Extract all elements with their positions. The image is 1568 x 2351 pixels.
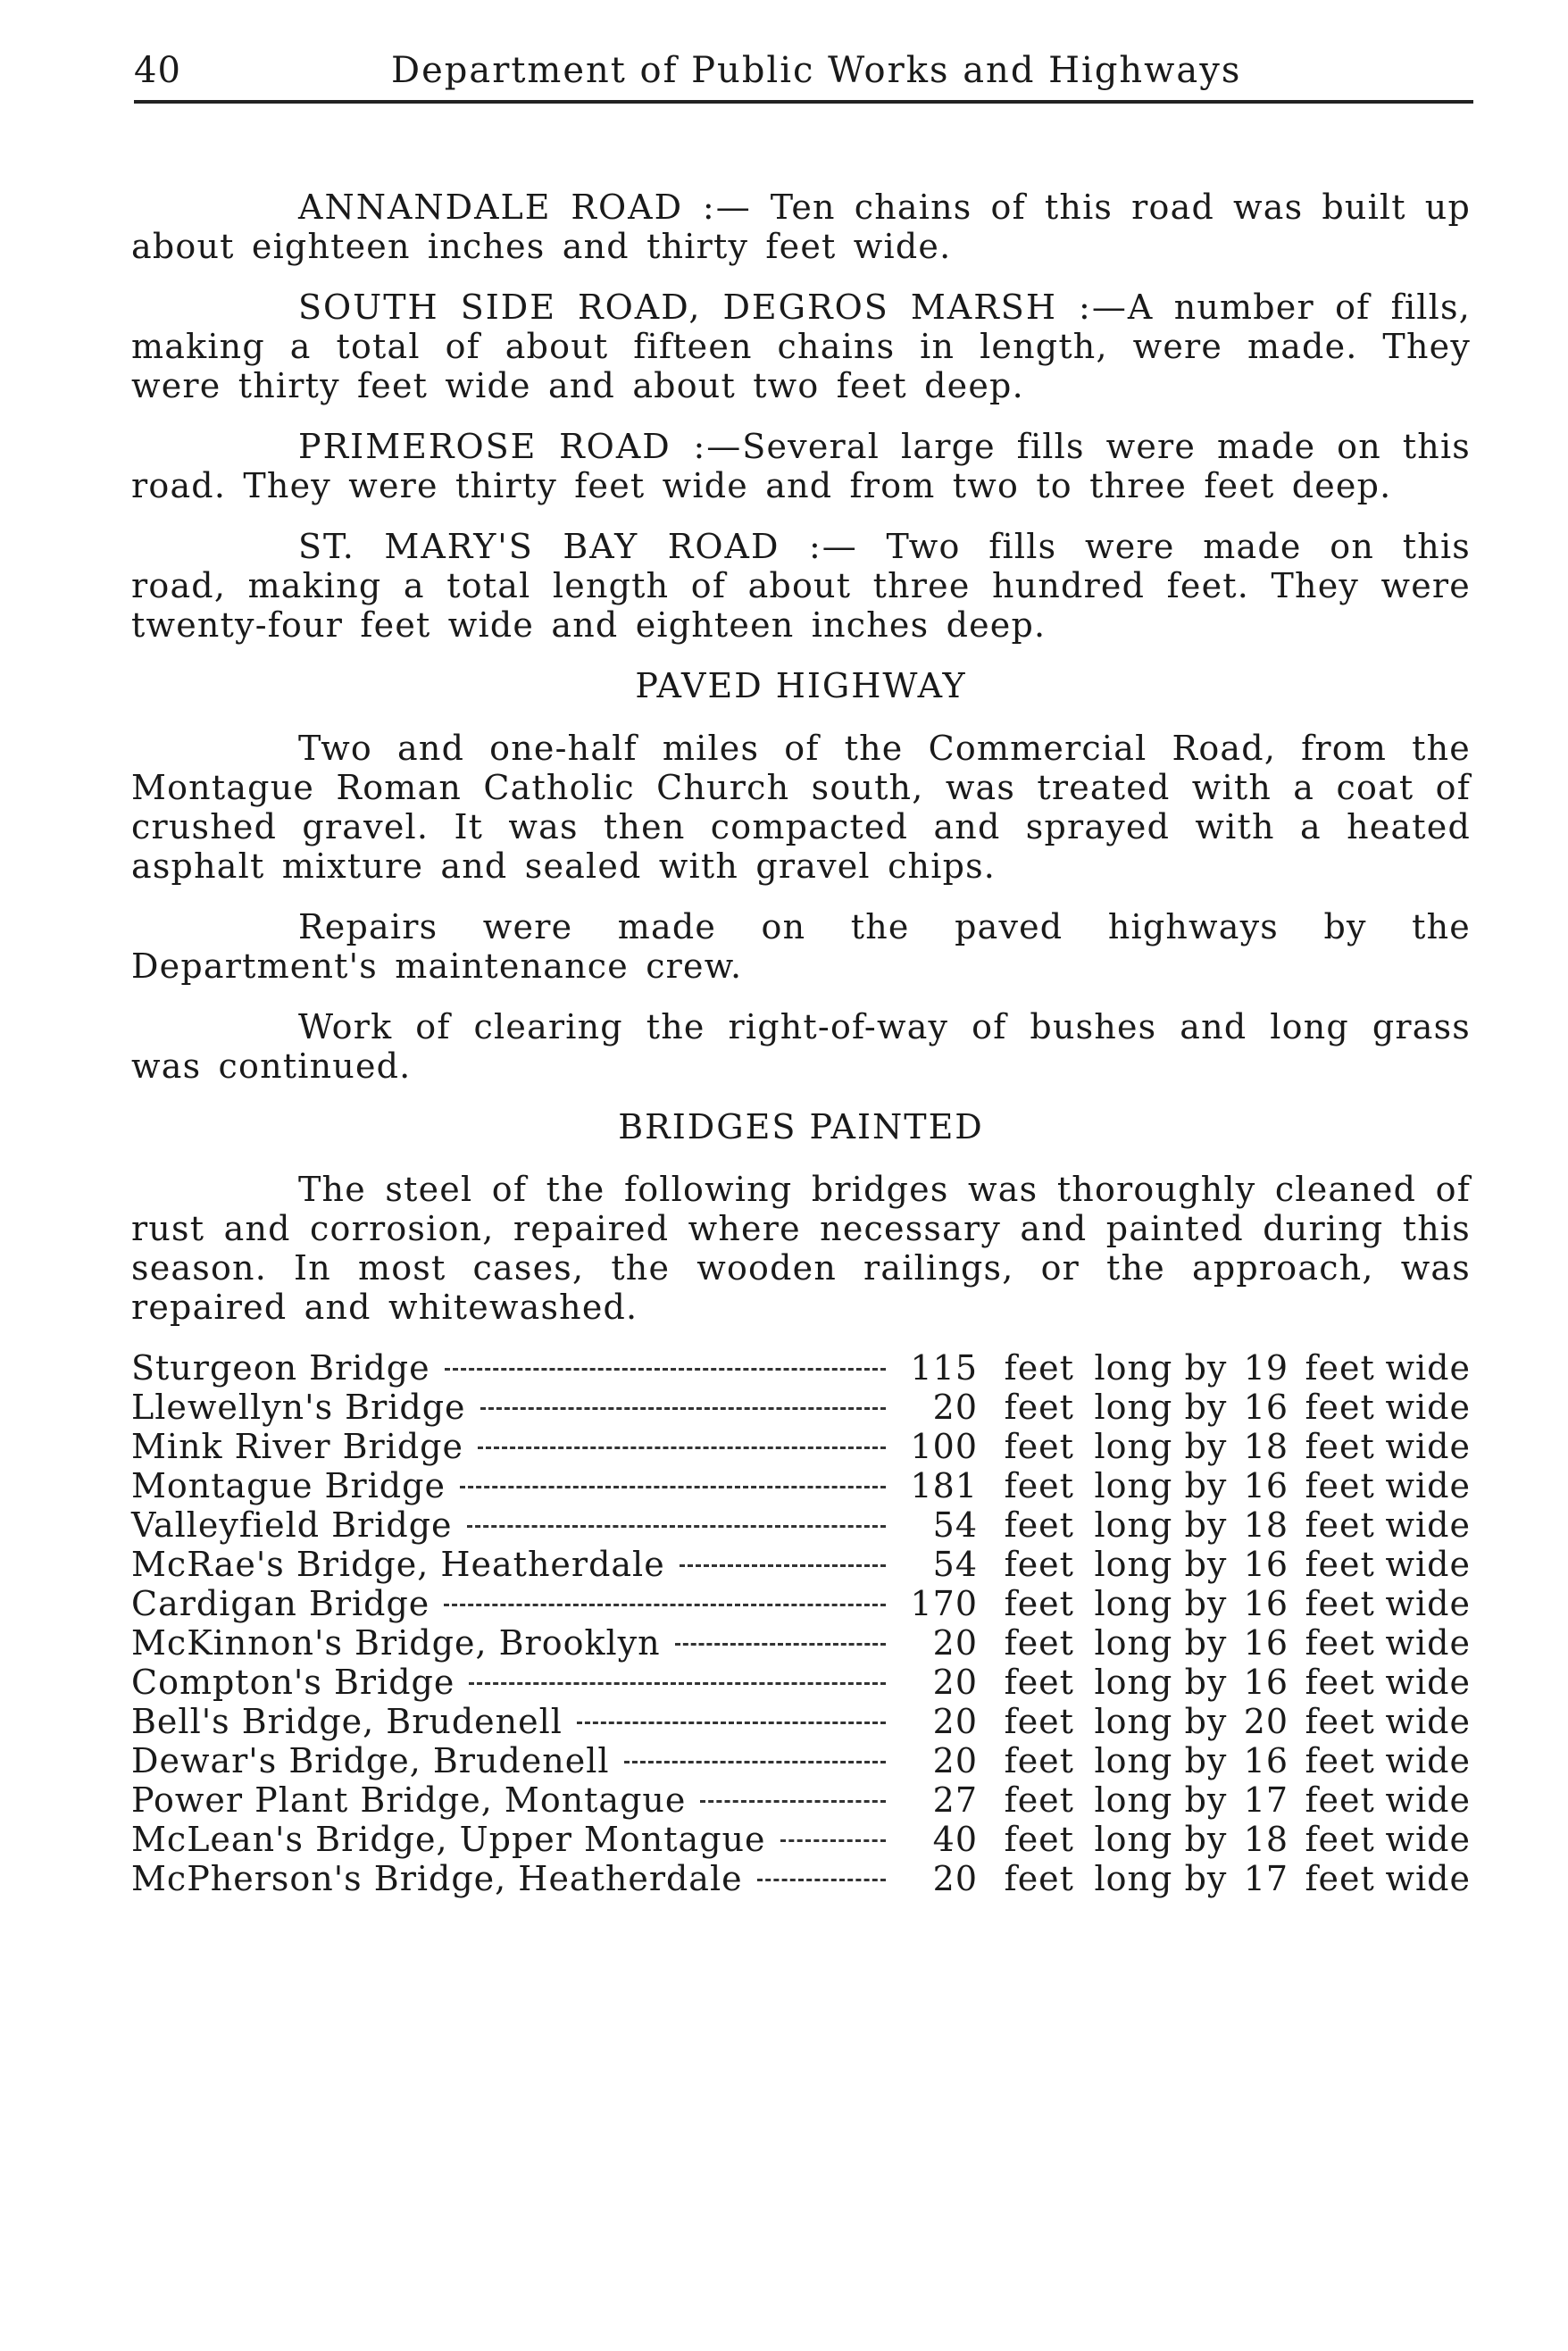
running-title: Department of Public Works and Highways [391, 50, 1242, 91]
bridge-by-word: by [1184, 1584, 1228, 1623]
bridge-name-cell [131, 1545, 898, 1584]
road-paragraph-st-marys [131, 527, 1471, 645]
bridge-by-word: by [1184, 1348, 1228, 1388]
bridge-name: Montague Bridge [131, 1466, 446, 1505]
bridge-length-word: long [1094, 1741, 1173, 1780]
bridge-width-unit: feet [1305, 1780, 1375, 1820]
bridge-name-wrap [131, 1702, 886, 1741]
road-heading: SOUTH SIDE ROAD, DEGROS MARSH :— [298, 288, 1128, 327]
bridge-name-wrap [131, 1663, 886, 1702]
bridge-width-word: wide [1385, 1623, 1471, 1663]
paved-paragraph: Two and one-half miles of the Commercial Road, from the Montague Roman Catholic Church south, was treated with a coat of crushed gravel. It was then compacted and sprayed with a heated asphalt mixture and sealed with gravel chips. [131, 729, 1471, 886]
bridge-name: Llewellyn's Bridge [131, 1388, 466, 1427]
bridge-length: 20 [932, 1702, 979, 1741]
dot-leader [680, 1564, 886, 1567]
bridge-width: 19 [1243, 1348, 1289, 1388]
bridge-name-wrap [131, 1348, 886, 1388]
bridge-name-wrap [131, 1427, 886, 1466]
bridge-length-word: long [1094, 1427, 1173, 1466]
bridge-name-wrap [131, 1623, 886, 1663]
bridge-length-word: long [1094, 1388, 1173, 1427]
bridge-width: 18 [1243, 1820, 1289, 1859]
bridge-name: McKinnon's Bridge, Brooklyn [131, 1623, 661, 1663]
dot-leader [780, 1839, 887, 1842]
bridge-length-word: long [1094, 1859, 1173, 1898]
bridge-length-unit: feet [1004, 1859, 1074, 1898]
dot-leader [467, 1525, 886, 1528]
bridge-length: 181 [910, 1466, 979, 1505]
bridge-length-unit: feet [1004, 1663, 1074, 1702]
header-rule [134, 100, 1473, 104]
bridge-length-word: long [1094, 1545, 1173, 1584]
bridge-width-unit: feet [1305, 1859, 1375, 1898]
road-heading: ANNANDALE ROAD :— [298, 188, 752, 227]
bridge-row [131, 1388, 1471, 1427]
bridge-name-cell [131, 1702, 898, 1741]
dot-leader [700, 1800, 886, 1803]
bridge-length-word: long [1094, 1780, 1173, 1820]
road-paragraph-primerose [131, 427, 1471, 505]
bridge-name: Valleyfield Bridge [131, 1505, 453, 1545]
page-body [131, 188, 1471, 1898]
bridge-name-wrap [131, 1859, 886, 1898]
bridge-length: 27 [932, 1780, 979, 1820]
bridge-name: Power Plant Bridge, Montague [131, 1780, 687, 1820]
bridge-width: 16 [1243, 1545, 1289, 1584]
bridge-width-word: wide [1385, 1741, 1471, 1780]
bridge-row [131, 1505, 1471, 1545]
bridge-name-cell [131, 1584, 898, 1623]
bridge-length: 170 [910, 1584, 979, 1623]
road-text: Two fills were made on this road, making a total length of about three hundred feet. They were twenty-four feet wide and eighteen inches deep. [131, 527, 1471, 645]
bridge-name-wrap [131, 1466, 886, 1505]
bridge-by-word: by [1184, 1741, 1228, 1780]
bridge-name-wrap [131, 1741, 886, 1780]
page-number: 40 [134, 50, 181, 91]
bridge-row [131, 1859, 1471, 1898]
bridge-length: 54 [932, 1545, 979, 1584]
bridge-length-word: long [1094, 1663, 1173, 1702]
bridge-name-cell [131, 1427, 898, 1466]
bridge-name-wrap [131, 1584, 886, 1623]
bridge-length: 100 [910, 1427, 979, 1466]
bridge-name-cell [131, 1623, 898, 1663]
dot-leader [460, 1486, 886, 1488]
bridge-by-word: by [1184, 1427, 1228, 1466]
bridge-row [131, 1623, 1471, 1663]
bridge-name: McLean's Bridge, Upper Montague [131, 1820, 766, 1859]
bridge-length-word: long [1094, 1623, 1173, 1663]
bridge-name-cell [131, 1348, 898, 1388]
bridge-width-unit: feet [1305, 1584, 1375, 1623]
bridge-row [131, 1663, 1471, 1702]
bridge-width: 20 [1243, 1702, 1289, 1741]
bridge-width-unit: feet [1305, 1545, 1375, 1584]
bridge-by-word: by [1184, 1545, 1228, 1584]
bridge-length-unit: feet [1004, 1741, 1074, 1780]
bridge-width-unit: feet [1305, 1820, 1375, 1859]
bridge-name: Compton's Bridge [131, 1663, 455, 1702]
bridge-row [131, 1741, 1471, 1780]
bridge-by-word: by [1184, 1388, 1228, 1427]
bridge-by-word: by [1184, 1505, 1228, 1545]
bridge-length-word: long [1094, 1584, 1173, 1623]
bridge-length: 20 [932, 1388, 979, 1427]
bridge-name: McRae's Bridge, Heatherdale [131, 1545, 665, 1584]
bridge-by-word: by [1184, 1702, 1228, 1741]
bridge-name-cell [131, 1388, 898, 1427]
bridge-width-word: wide [1385, 1388, 1471, 1427]
dot-leader [480, 1407, 886, 1410]
section-heading-bridges-painted: BRIDGES PAINTED [618, 1107, 984, 1146]
bridge-name-wrap [131, 1780, 886, 1820]
bridge-length: 115 [910, 1348, 979, 1388]
section-heading-paved-highway: PAVED HIGHWAY [635, 666, 967, 705]
bridge-width-word: wide [1385, 1780, 1471, 1820]
page-header [134, 45, 1473, 98]
road-text: A number of fills, making a total of about fifteen chains in length, were made. They were thirty feet wide and about two feet deep. [131, 288, 1471, 405]
bridge-name: Dewar's Bridge, Brudenell [131, 1741, 610, 1780]
dot-leader [577, 1722, 886, 1724]
road-text: Ten chains of this road was built up about eighteen inches and thirty feet wide. [131, 188, 1472, 266]
bridge-name-wrap [131, 1505, 886, 1545]
bridge-width-word: wide [1385, 1545, 1471, 1584]
dot-leader [469, 1682, 886, 1685]
bridge-width-unit: feet [1305, 1702, 1375, 1741]
bridge-width-unit: feet [1305, 1466, 1375, 1505]
bridge-width-word: wide [1385, 1663, 1471, 1702]
bridge-length-word: long [1094, 1820, 1173, 1859]
bridge-by-word: by [1184, 1466, 1228, 1505]
bridge-width: 16 [1243, 1741, 1289, 1780]
bridge-width-unit: feet [1305, 1505, 1375, 1545]
bridge-width: 18 [1243, 1505, 1289, 1545]
bridge-row [131, 1466, 1471, 1505]
bridge-length: 20 [932, 1741, 979, 1780]
bridge-length: 20 [932, 1663, 979, 1702]
bridge-length: 54 [932, 1505, 979, 1545]
bridge-width: 16 [1243, 1663, 1289, 1702]
bridge-width-word: wide [1385, 1702, 1471, 1741]
bridge-by-word: by [1184, 1623, 1228, 1663]
dot-leader [624, 1761, 886, 1763]
bridge-by-word: by [1184, 1859, 1228, 1898]
bridge-length: 40 [932, 1820, 979, 1859]
bridge-width: 16 [1243, 1466, 1289, 1505]
bridge-width-unit: feet [1305, 1348, 1375, 1388]
bridge-length-unit: feet [1004, 1466, 1074, 1505]
bridge-width-unit: feet [1305, 1663, 1375, 1702]
bridge-name-wrap [131, 1820, 886, 1859]
bridge-width-unit: feet [1305, 1427, 1375, 1466]
bridge-name: Mink River Bridge [131, 1427, 463, 1466]
bridge-name-cell [131, 1820, 898, 1859]
bridge-width-word: wide [1385, 1859, 1471, 1898]
bridge-name: Cardigan Bridge [131, 1584, 430, 1623]
road-text: Several large fills were made on this road. They were thirty feet wide and from two to three feet deep. [131, 427, 1471, 505]
bridge-name-wrap [131, 1545, 886, 1584]
bridge-name-cell [131, 1505, 898, 1545]
dot-leader [444, 1604, 886, 1606]
bridge-width: 18 [1243, 1427, 1289, 1466]
bridge-width: 16 [1243, 1623, 1289, 1663]
bridge-length: 20 [932, 1859, 979, 1898]
bridge-row [131, 1348, 1471, 1388]
bridge-length: 20 [932, 1623, 979, 1663]
bridges-table [131, 1348, 1471, 1898]
bridge-by-word: by [1184, 1820, 1228, 1859]
dot-leader [445, 1368, 886, 1371]
bridge-row [131, 1545, 1471, 1584]
bridge-by-word: by [1184, 1663, 1228, 1702]
bridge-length-unit: feet [1004, 1780, 1074, 1820]
bridge-length-unit: feet [1004, 1427, 1074, 1466]
dot-leader [675, 1643, 886, 1646]
bridge-width: 16 [1243, 1388, 1289, 1427]
bridge-row [131, 1780, 1471, 1820]
bridge-length-word: long [1094, 1505, 1173, 1545]
bridge-name-cell [131, 1663, 898, 1702]
bridge-width: 16 [1243, 1584, 1289, 1623]
bridge-length-word: long [1094, 1466, 1173, 1505]
paved-paragraph: Repairs were made on the paved highways by the Department's maintenance crew. [131, 907, 1471, 986]
bridge-length-unit: feet [1004, 1505, 1074, 1545]
road-paragraph-annandale [131, 188, 1471, 266]
road-heading: ST. MARY'S BAY ROAD :— [298, 527, 858, 566]
paved-paragraph: Work of clearing the right-of-way of bushes and long grass was continued. [131, 1007, 1471, 1086]
bridge-width-word: wide [1385, 1427, 1471, 1466]
bridge-row [131, 1427, 1471, 1466]
bridge-length-unit: feet [1004, 1820, 1074, 1859]
bridge-length-unit: feet [1004, 1348, 1074, 1388]
bridge-length-unit: feet [1004, 1584, 1074, 1623]
bridge-row [131, 1584, 1471, 1623]
bridges-intro-paragraph: The steel of the following bridges was thoroughly cleaned of rust and corrosion, repaired where necessary and painted during this season. In most cases, the wooden railings, or the approach, was repaired and whitewashed. [131, 1170, 1471, 1327]
bridge-name-wrap [131, 1388, 886, 1427]
bridge-row [131, 1702, 1471, 1741]
bridge-length-word: long [1094, 1348, 1173, 1388]
bridge-length-unit: feet [1004, 1702, 1074, 1741]
bridge-width-unit: feet [1305, 1623, 1375, 1663]
bridge-by-word: by [1184, 1780, 1228, 1820]
bridge-name-cell [131, 1741, 898, 1780]
bridge-width: 17 [1243, 1859, 1289, 1898]
bridge-length-unit: feet [1004, 1388, 1074, 1427]
dot-leader [478, 1446, 886, 1449]
bridge-width-unit: feet [1305, 1741, 1375, 1780]
bridge-length-unit: feet [1004, 1545, 1074, 1584]
bridge-row [131, 1820, 1471, 1859]
road-paragraph-south-side [131, 288, 1471, 405]
bridge-width: 17 [1243, 1780, 1289, 1820]
bridge-width-unit: feet [1305, 1388, 1375, 1427]
bridge-width-word: wide [1385, 1584, 1471, 1623]
bridge-name-cell [131, 1466, 898, 1505]
bridge-length-unit: feet [1004, 1623, 1074, 1663]
bridge-name: McPherson's Bridge, Heatherdale [131, 1859, 743, 1898]
bridge-width-word: wide [1385, 1466, 1471, 1505]
bridge-width-word: wide [1385, 1348, 1471, 1388]
bridge-name: Bell's Bridge, Brudenell [131, 1702, 563, 1741]
bridge-width-word: wide [1385, 1505, 1471, 1545]
bridge-name-cell [131, 1780, 898, 1820]
bridge-name: Sturgeon Bridge [131, 1348, 430, 1388]
bridge-length-word: long [1094, 1702, 1173, 1741]
dot-leader [757, 1879, 886, 1881]
road-heading: PRIMEROSE ROAD :— [298, 427, 743, 466]
bridge-name-cell [131, 1859, 898, 1898]
bridge-width-word: wide [1385, 1820, 1471, 1859]
